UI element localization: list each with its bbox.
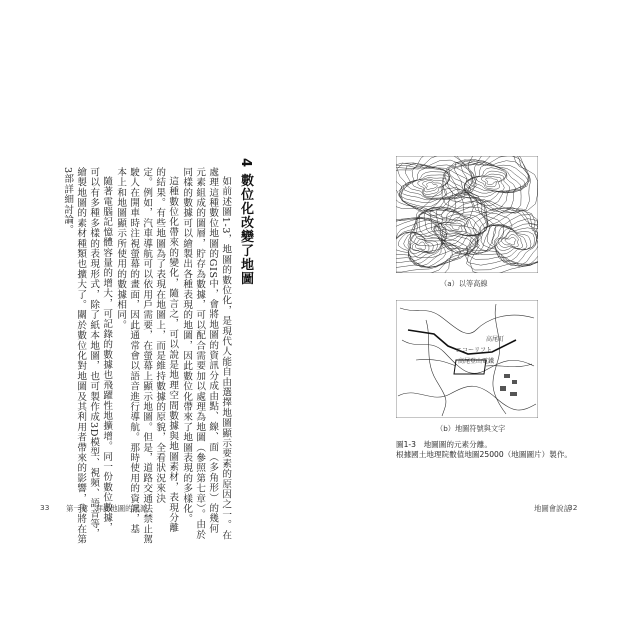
body-column: 本上和地圖顯示所使用的數據相同。 (115, 167, 127, 331)
map-label-town: 高尾町 (486, 336, 505, 343)
figure-caption (396, 440, 572, 460)
map-label-railway: 高尾登山電鐵 (458, 358, 495, 365)
footer-left-page-number: 33 (40, 503, 50, 512)
body-column: 同樣的數據可以繪製出各種表現的地圖，因此數位化帶來了地圖表現的多樣化。 (181, 167, 193, 524)
figure-caption-line: 圖1-3 地圖圖的元素分離。 (396, 440, 492, 449)
map-label-lift: エコーリフト (456, 347, 493, 354)
figure-caption-a: （a）以等高線 (440, 279, 488, 288)
body-column: 隨著電腦記憶體容量的增大，可記錄的數據也飛躍性地擴增。同一份數位數據， (101, 176, 113, 533)
body-column: 元素組成的圖層，貯存為數據，可以配合需要加以處理為地圖（參照第七章）。由於 (194, 167, 206, 540)
body-column: 定。例如，汽車導航可以依用戶需要，在螢幕上顯示地圖。但是，道路交通法禁止駕 (141, 167, 153, 545)
contour-map-image (396, 156, 538, 273)
body-column: 可以有多種多樣的表現形式，除了紙本地圖，也可製作成3D模型、視頻、語音等， (88, 167, 100, 539)
footer-right-page-number: 32 (568, 503, 578, 512)
body-column: 這種數位化帶來的變化，隨言之，可以說是地理空間數據與地圖素材，表現分離 (167, 176, 179, 533)
body-column: 的結果。有些地圖為了表現在地圖上，而是維持數據的原貌，全看狀況來決 (154, 167, 166, 504)
section-heading: 4 數位化改變了地圖 (238, 158, 253, 286)
footer-book-title: 地圖會說話 (534, 504, 571, 513)
body-column: 如前述圖1-3，地圖的數位化，是現代人能自由選擇地圖顯示要素的原因之一。在 (220, 176, 232, 541)
body-column: 處理這種數位地圖的GIS中，會將地圖的資訊分成由點、線、面（多角形）的幾何 (207, 167, 219, 534)
footer-chapter-title: 第一章 拜訪地圖的起源 (66, 504, 148, 513)
figure-caption-source: 根據國土地理院數值地圖25000（地圖圖片）製作。 (396, 450, 573, 459)
body-column: 繪製地圖的素材種類也擴大了。關於數位化對地圖及其利用者帶來的影響，我將在第 (75, 167, 87, 545)
body-column: 3部詳細討論。 (62, 167, 74, 235)
body-column: 駛人在開車時注視螢幕的畫面，因此通常會以語音進行導航。那時使用的資訊，基 (128, 167, 140, 535)
figure-caption-b: （b）地圖符號與文字 (436, 424, 506, 433)
